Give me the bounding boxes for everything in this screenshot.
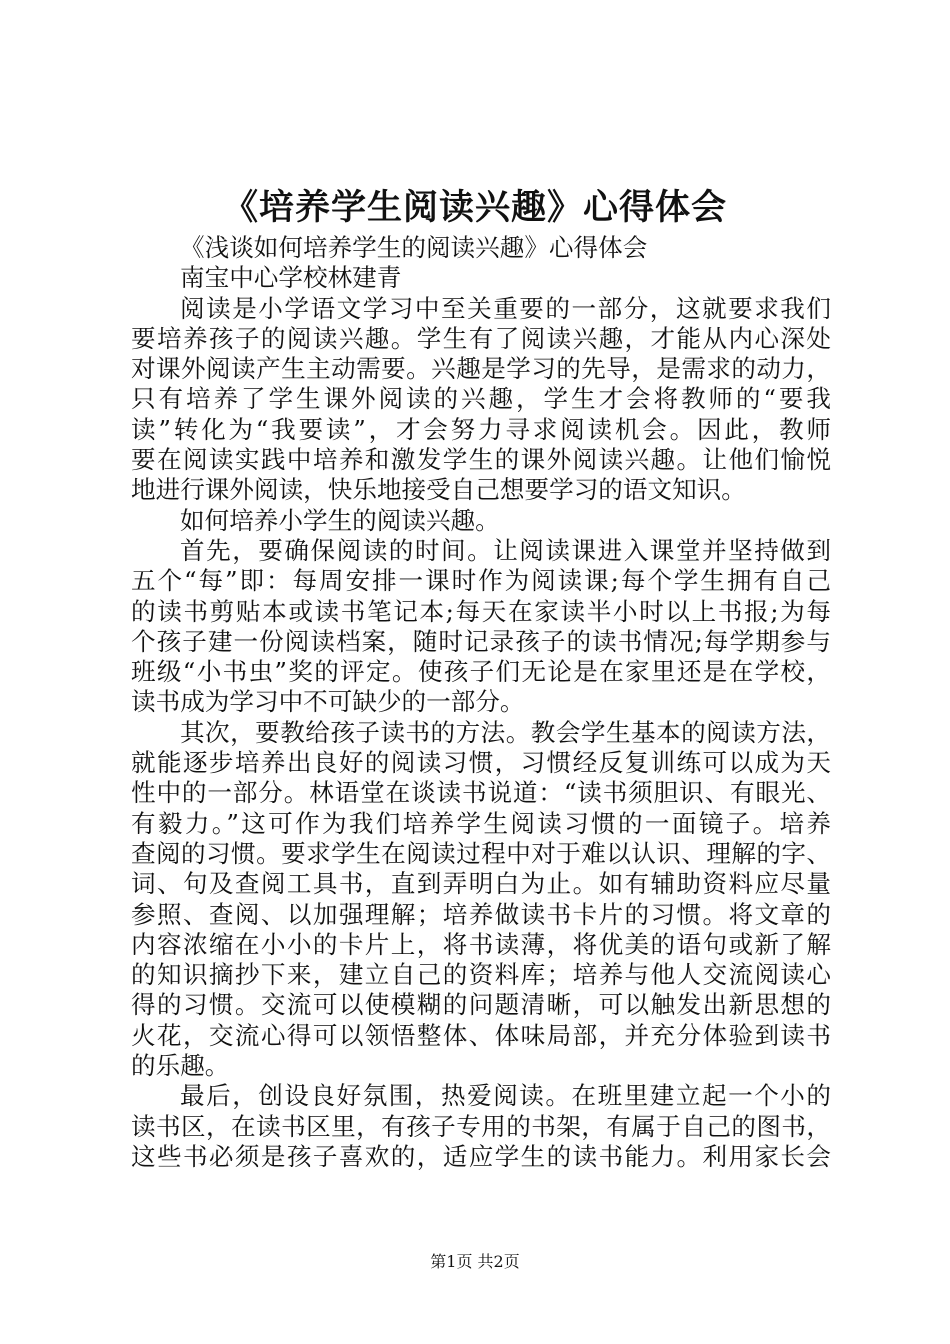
text-line: 要培养孩子的阅读兴趣。学生有了阅读兴趣，才能从内心深处 bbox=[131, 323, 831, 353]
paragraph bbox=[131, 718, 831, 1082]
text-line: 如何培养小学生的阅读兴趣。 bbox=[180, 505, 500, 535]
text-line: 对课外阅读产生主动需要。兴趣是学习的先导，是需求的动力， bbox=[131, 354, 831, 384]
text-line: 五个“每”即：每周安排一课时作为阅读课;每个学生拥有自己 bbox=[131, 566, 831, 596]
text-line: 其次，要教给孩子读书的方法。教会学生基本的阅读方法， bbox=[180, 717, 831, 747]
text-line: 火花，交流心得可以领悟整体、体味局部，并充分体验到读书 bbox=[131, 1020, 831, 1050]
text-line: 要在阅读实践中培养和激发学生的课外阅读兴趣。让他们愉悦 bbox=[131, 445, 831, 475]
text-line: 查阅的习惯。要求学生在阅读过程中对于难以认识、理解的字、 bbox=[131, 838, 831, 868]
text-line: 阅读是小学语文学习中至关重要的一部分，这就要求我们 bbox=[180, 293, 831, 323]
paragraph bbox=[131, 263, 831, 293]
text-line: 首先，要确保阅读的时间。让阅读课进入课堂并坚持做到 bbox=[180, 535, 831, 565]
text-line: 最后，创设良好氛围，热爱阅读。在班里建立起一个小的 bbox=[180, 1081, 831, 1111]
text-line: 这些书必须是孩子喜欢的，适应学生的读书能力。利用家长会 bbox=[131, 1141, 831, 1171]
author-line: 南宝中心学校林建青 bbox=[180, 263, 402, 293]
document-title: 《培养学生阅读兴趣》心得体会 bbox=[222, 187, 727, 228]
text-line: 的乐趣。 bbox=[131, 1051, 230, 1081]
paragraph bbox=[131, 1081, 831, 1172]
page-footer: 第1页 共2页 bbox=[430, 1252, 520, 1271]
text-line: 的读书剪贴本或读书笔记本;每天在家读半小时以上书报;为每 bbox=[131, 596, 831, 626]
text-line: 内容浓缩在小小的卡片上，将书读薄，将优美的语句或新了解 bbox=[131, 929, 831, 959]
text-line: 只有培养了学生课外阅读的兴趣，学生才会将教师的“要我 bbox=[131, 384, 831, 414]
text-line: 得的习惯。交流可以使模糊的问题清晰，可以触发出新思想的 bbox=[131, 990, 831, 1020]
text-line: 就能逐步培养出良好的阅读习惯，习惯经反复训练可以成为天 bbox=[131, 748, 831, 778]
text-line: 读书区，在读书区里，有孩子专用的书架，有属于自己的图书， bbox=[131, 1111, 831, 1141]
paragraph bbox=[131, 294, 831, 506]
text-line: 有毅力。”这可作为我们培养学生阅读习惯的一面镜子。培养 bbox=[131, 808, 831, 838]
text-line: 读书成为学习中不可缺少的一部分。 bbox=[131, 687, 525, 717]
paragraph bbox=[131, 536, 831, 718]
text-line: 班级“小书虫”奖的评定。使孩子们无论是在家里还是在学校， bbox=[131, 657, 831, 687]
text-line: 个孩子建一份阅读档案，随时记录孩子的读书情况;每学期参与 bbox=[131, 626, 831, 656]
subtitle-line: 《浅谈如何培养学生的阅读兴趣》心得体会 bbox=[180, 233, 648, 262]
text-line: 参照、查阅、以加强理解；培养做读书卡片的习惯。将文章的 bbox=[131, 899, 831, 929]
text-line: 性中的一部分。林语堂在谈读书说道：“读书须胆识、有眼光、 bbox=[131, 778, 831, 808]
text-line: 读”转化为“我要读”，才会努力寻求阅读机会。因此，教师 bbox=[131, 414, 831, 444]
text-line: 的知识摘抄下来，建立自己的资料库；培养与他人交流阅读心 bbox=[131, 960, 831, 990]
text-line: 词、句及查阅工具书，直到弄明白为止。如有辅助资料应尽量 bbox=[131, 869, 831, 899]
document-body bbox=[131, 233, 831, 1172]
text-line: 地进行课外阅读，快乐地接受自己想要学习的语文知识。 bbox=[131, 475, 746, 505]
paragraph bbox=[131, 506, 831, 536]
paragraph bbox=[131, 233, 831, 263]
